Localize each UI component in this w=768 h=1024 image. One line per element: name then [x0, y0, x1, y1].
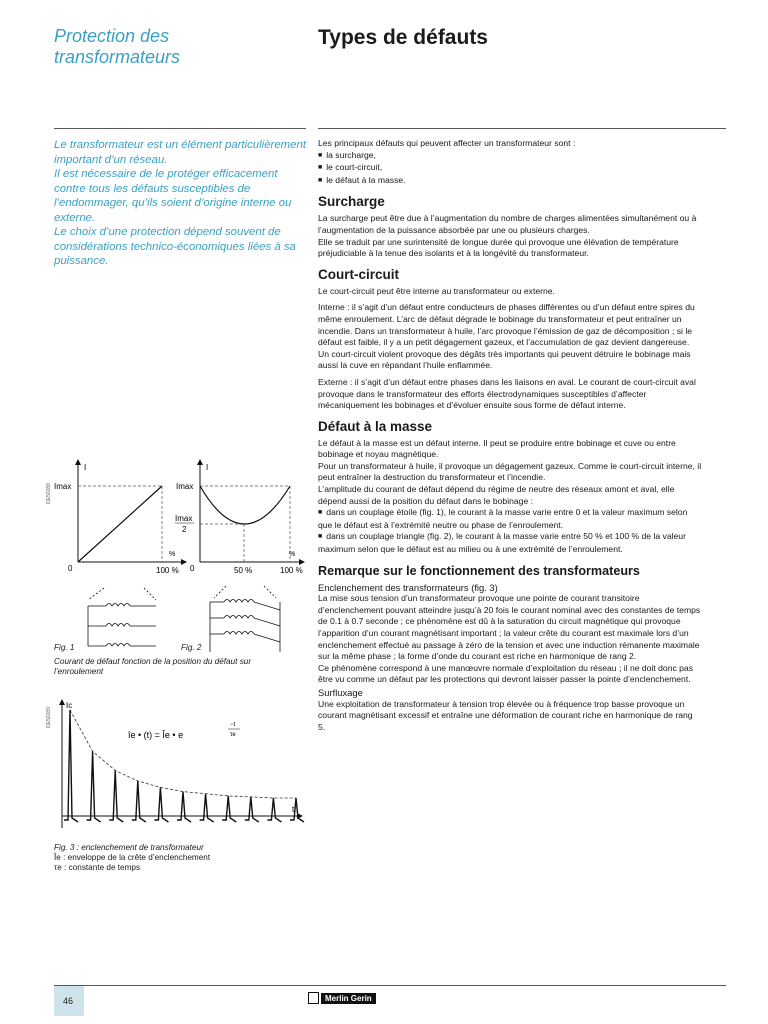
list-item: ■ le court-circuit,: [318, 162, 702, 175]
paragraph: Elle se traduit par une surintensité de longue durée qui provoque une élévation de température préjudiciable à la tenue des isolants et à la longévité du transformateur.: [318, 236, 679, 259]
paragraph: L’amplitude du courant de défaut dépend du régime de neutre des réseaux amont et aval, elle dépend aussi de la position du défaut dans le bobinage :: [318, 484, 675, 506]
figure-code: DE50288: [46, 483, 52, 504]
fig3-exponent-num: −t: [230, 722, 236, 728]
intro-paragraph: Il est nécessaire de le protéger efficacement contre tous les défauts susceptibles de l’endommager, qu’ils soient d’origine interne ou externe.: [54, 168, 292, 224]
fig3-inrush-peak: [177, 792, 191, 822]
fig2-imax-label: Imax: [176, 482, 194, 491]
fig2-mid-label: 50 %: [234, 566, 253, 575]
fig3-inrush-peak: [267, 798, 281, 822]
main-column: [318, 138, 702, 733]
fig1-winding-schematic: [88, 588, 156, 646]
fig1-zero-label: 0: [68, 564, 73, 573]
paragraph: La surcharge peut être due à l’augmentation du nombre de charges alimentées simultanément ou à l’augmentation de la puissance absorbée par une ou plusieurs charges.: [318, 213, 697, 235]
fig3-formula: îe • (t) = Îe • e: [128, 730, 184, 740]
heading-remarque: Remarque sur le fonctionnement des transformateurs: [318, 563, 640, 578]
intro-text: [54, 138, 306, 269]
paragraph: Pour un transformateur à huile, il provoque un dégagement gazeux. Comme le court-circuit interne, il peut entraîner la destruction du transformateur et l’incendie.: [318, 460, 702, 483]
fig2-x-end-label: 100 %: [280, 566, 303, 575]
subheading-surfluxage: Surfluxage: [318, 686, 363, 698]
fig2-half-num: Imax: [175, 514, 193, 523]
lead-text: Les principaux défauts qui peuvent affecter un transformateur sont :: [318, 138, 576, 148]
fig1-unit-label: %: [169, 551, 176, 558]
intro-paragraph: Le choix d’une protection dépend souvent de considérations technico-économiques liées à sa puissance.: [54, 226, 296, 267]
list-item: ■ le défaut à la masse.: [318, 175, 702, 188]
figure-code: DE50289: [46, 707, 52, 728]
list-item: ■ dans un couplage triangle (fig. 2), le courant à la masse varie entre 50 % et 100 % de la valeur maximum selon que le défaut est au milieu ou à une extrémité de l’enroulement.: [318, 531, 702, 555]
figure-3: [44, 698, 306, 838]
paragraph: Une exploitation de transformateur à tension trop élevée ou à fréquence trop basse provoque un courant magnétisant excessif et entraîne une déformation de courant riche en harmonique de rang 5.: [318, 698, 693, 732]
list-item: ■ la surcharge,: [318, 150, 702, 163]
fig1-data-line: [78, 486, 162, 562]
fig3-exponent-den: τe: [230, 732, 236, 738]
schneider-logo-icon: [308, 992, 319, 1004]
page-title: Types de défauts: [318, 26, 488, 49]
fig3-line3: τe : constante de temps: [54, 863, 141, 872]
paragraph: Un court-circuit violent provoque des dégâts très importants qui peuvent détruire le bobinage mais aussi la cuve en répandant l’huile enflammée.: [318, 348, 691, 371]
fig2-half-den: 2: [182, 525, 187, 534]
fig3-inrush-peak: [200, 794, 214, 822]
fig12-caption: Courant de défaut fonction de la position du défaut sur l’enroulement: [54, 657, 252, 676]
fig1-imax-label: Imax: [54, 482, 72, 491]
header-rule-left: [54, 128, 306, 129]
intro-paragraph: Le transformateur est un élément particulièrement important d’un réseau.: [54, 139, 306, 166]
fig3-x-label: t: [292, 805, 295, 814]
list-item: ■ dans un couplage étoile (fig. 1), le courant à la masse varie entre 0 et la valeur maximum selon que le défaut est à l’extrémité neutre ou phase de l’enroulement.: [318, 507, 702, 531]
paragraph: Le court-circuit peut être interne au transformateur ou externe.: [318, 285, 555, 296]
fig3-inrush-peak: [222, 796, 236, 822]
page-number: 46: [63, 996, 74, 1006]
figures-1-2: [44, 456, 306, 656]
fig3-inrush-peak: [87, 751, 101, 822]
fig3-line2: Îe : enveloppe de la crête d’enclenchement: [54, 853, 211, 862]
fig1-x-end-label: 100 %: [156, 566, 179, 575]
fig2-y-label: I: [206, 463, 209, 472]
header-rule-right: [318, 128, 726, 129]
fig3-inrush-peak: [109, 770, 123, 822]
section-title: Protection des transformateurs: [54, 26, 181, 67]
heading-court-circuit: Court-circuit: [318, 266, 399, 282]
fig1-y-label: I: [84, 463, 87, 472]
fig3-caption: [54, 843, 210, 873]
fig3-envelope-line: [70, 710, 296, 798]
subheading-enclenchement: Enclenchement des transformateurs (fig. 3): [318, 581, 498, 593]
fig2-label: Fig. 2: [181, 643, 202, 652]
fig3-y-label: Ic: [66, 701, 73, 710]
fig3-inrush-peak: [154, 787, 168, 822]
brand-logo: Merlin Gerin: [308, 992, 376, 1004]
fig3-plot: [64, 710, 304, 822]
fig1-label: Fig. 1: [54, 643, 75, 652]
paragraph: Ce phénomène correspond à une manœuvre normale d’exploitation du réseau ; il ne doit donc pas être vu comme un défaut par les protections qui devront laisser passer la pointe d’enclenchement.: [318, 662, 694, 685]
paragraph: Interne : il s’agit d’un défaut entre conducteurs de phases différentes ou d’un défaut entre spires du même enroulement. L’arc de défaut dégrade le bobinage du transformateur et peut entraîner un incendie. Dans un transformateur à huile, l’arc provoque l’émission de gaz de décomposition ; si le défaut est faible, il y a un petit dégagement gazeux, et l’accumulation de gaz devient dangereuse.: [318, 302, 695, 348]
fig2-winding-schematic: [210, 586, 280, 652]
paragraph: Externe : il s’agit d’un défaut entre phases dans les liaisons en aval. Le courant de court-circuit aval provoque dans le transformateur des efforts électrodynamiques susceptibles d’affecter mécaniquement les bobinages et d’évoluer ensuite sous forme de défaut interne.: [318, 376, 696, 411]
paragraph: Le défaut à la masse est un défaut interne. Il peut se produire entre bobinage et cuve ou entre bobinage et noyau magnétique.: [318, 437, 676, 460]
heading-defaut-masse: Défaut à la masse: [318, 418, 433, 434]
fig2-data-curve: [200, 486, 290, 524]
fig2-unit-label: %: [289, 551, 296, 558]
footer-rule: [54, 985, 726, 986]
heading-surcharge: Surcharge: [318, 194, 385, 210]
fig3-label: Fig. 3 : enclenchement de transformateur: [54, 843, 204, 852]
fig2-zero-label: 0: [190, 564, 195, 573]
paragraph: La mise sous tension d’un transformateur provoque une pointe de courant transitoire d’enclenchement pouvant atteindre jusqu’à 20 fois le courant nominal avec des constantes de temps de 0.1 à 0.7 seconde ; ce phénomène est dû à la saturation du circuit magnétique qui provoque l’apparition d’un courant magnétisant important ; la valeur crête du courant est maximale lors d’un enclenchement effectué au passage à zéro de la tension et avec une induction rémanente maximale sur la même phase ; la forme d’onde du courant est riche en harmonique de rang 2.: [318, 593, 701, 662]
fig3-inrush-peak: [245, 797, 259, 822]
fig3-inrush-peak: [64, 710, 78, 822]
